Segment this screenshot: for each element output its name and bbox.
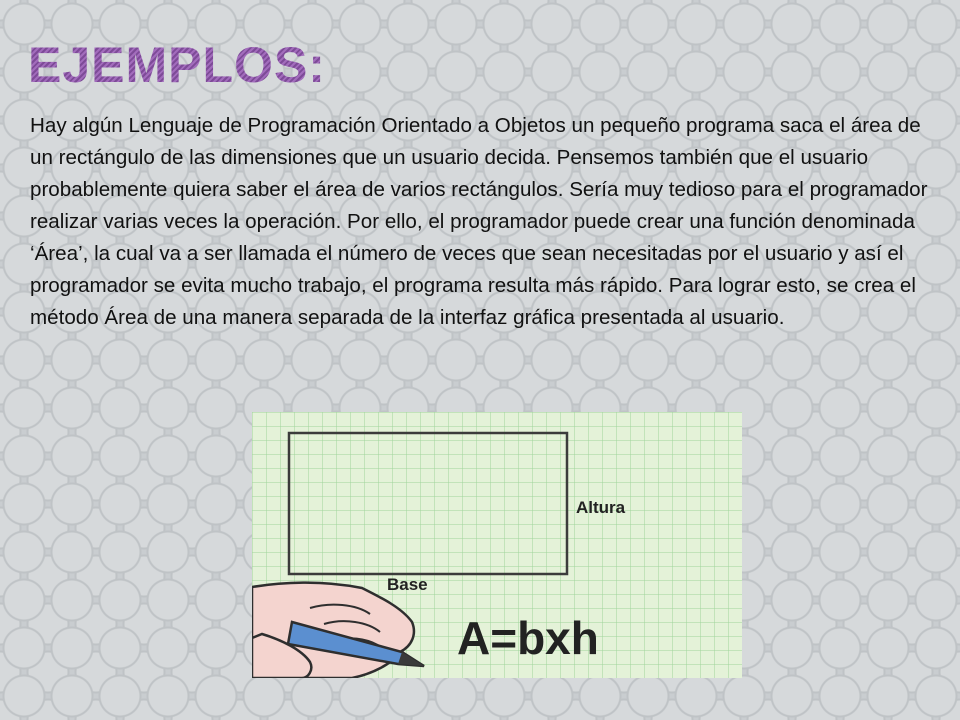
slide-title: EJEMPLOS: (28, 37, 326, 93)
base-label: Base (387, 575, 428, 594)
formula-label: A=bxh (457, 612, 599, 664)
body-paragraph: Hay algún Lenguaje de Programación Orientado a Objetos un pequeño programa saca el área de un rectángulo de las dimensiones que un usuario decida. Pensemos también que el usuario probablemente quiera saber el área de varios rectángulos. Sería muy tedioso para el programador realizar varias veces la operación. Por ello, el programador puede crear una función denominada ‘Área’, la cual va a ser llamada el número de veces que sean necesitadas por el usuario y así el programador se evita mucho trabajo, el programa resulta más rápido. Para lograr esto, se crea el método Área de una manera separada de la interfaz gráfica presentada al usuario. (30, 114, 928, 329)
graph-paper-drawing (252, 412, 742, 678)
height-label: Altura (576, 498, 626, 517)
rectangle-area-illustration (252, 412, 742, 678)
